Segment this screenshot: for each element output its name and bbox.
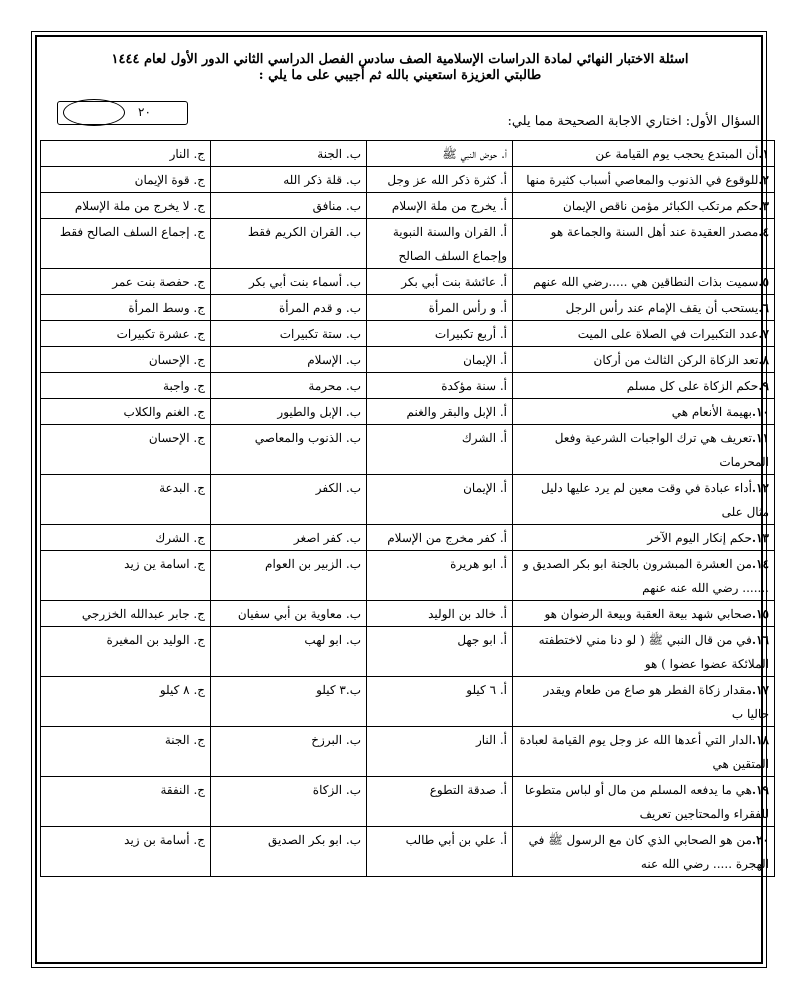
option-b[interactable]: ب. قلة ذكر الله <box>211 167 367 193</box>
option-b[interactable]: ب.٣ كيلو <box>211 677 367 727</box>
question-text: أن المبتدع يحجب يوم القيامة عن <box>595 147 759 161</box>
exam-instruction: طالبتي العزيزة استعيني بالله ثم أجيبي على ما يلي : <box>258 68 542 83</box>
option-c[interactable]: ج. النار <box>41 141 211 167</box>
question-text: من هو الصحابي الذي كان مع الرسول ﷺ في الهجرة ..... رضي الله عنه <box>528 833 769 871</box>
option-c[interactable]: ج. واجبة <box>41 373 211 399</box>
question-number: ١٥. <box>751 607 769 621</box>
score-box <box>57 101 188 125</box>
section-title: السؤال الأول: اختاري الاجابة الصحيحة مما يلي: <box>507 114 760 129</box>
option-c[interactable]: ج. الجنة <box>41 727 211 777</box>
question-text: للوقوع في الذنوب والمعاصي أسباب كثيرة منها <box>526 173 759 187</box>
question-text: أداء عبادة في وقت معين لم يرد عليها دليل مثال على <box>541 481 769 519</box>
option-c[interactable]: ج. الإحسان <box>41 425 211 475</box>
option-b[interactable]: ب. ابو لهب <box>211 627 367 677</box>
question-number: ١. <box>758 147 769 161</box>
question-stem <box>513 193 775 219</box>
question-number: ٦. <box>758 301 769 315</box>
question-number: ١٢. <box>751 481 769 495</box>
question-number: ٨. <box>758 353 769 367</box>
question-row <box>41 677 775 727</box>
question-text: سميت بذات النطاقين هي .....رضي الله عنهم <box>533 275 759 289</box>
option-c[interactable]: ج. وسط المرأة <box>41 295 211 321</box>
question-number: ١٨. <box>751 733 769 747</box>
option-a[interactable]: أ. سنة مؤكدة <box>367 373 513 399</box>
question-number: ٢. <box>758 173 769 187</box>
question-text: حكم مرتكب الكبائر مؤمن ناقص الإيمان <box>563 199 759 213</box>
question-stem <box>513 827 775 877</box>
option-c[interactable]: ج. البدعة <box>41 475 211 525</box>
question-row <box>41 777 775 827</box>
option-c[interactable]: ج. قوة الإيمان <box>41 167 211 193</box>
question-text: الدار التي أعدها الله عز وجل يوم القيامة لعبادة المتقين هي <box>519 733 769 771</box>
option-a[interactable]: أ. الشرك <box>367 425 513 475</box>
option-c[interactable]: ج. الغنم والكلاب <box>41 399 211 425</box>
option-b[interactable]: ب. الإسلام <box>211 347 367 373</box>
question-number: ٤. <box>758 225 769 239</box>
option-b[interactable]: ب. الجنة <box>211 141 367 167</box>
question-text: مصدر العقيدة عند أهل السنة والجماعة هو <box>550 225 759 239</box>
question-row <box>41 193 775 219</box>
question-stem <box>513 373 775 399</box>
option-a[interactable]: أ. صدقة التطوع <box>367 777 513 827</box>
question-text: هي ما يدفعه المسلم من مال أو لباس متطوعا للفقراء والمحتاجين تعريف <box>524 783 769 821</box>
option-b[interactable]: ب. ابو بكر الصديق <box>211 827 367 877</box>
question-row <box>41 399 775 425</box>
question-stem <box>513 347 775 373</box>
question-row <box>41 347 775 373</box>
question-number: ١٧. <box>751 683 769 697</box>
option-b[interactable]: ب. ستة تكبيرات <box>211 321 367 347</box>
question-text: تعد الزكاة الركن الثالث من أركان <box>593 353 759 367</box>
question-stem <box>513 321 775 347</box>
question-text: صحابي شهد بيعة العقبة وبيعة الرضوان هو <box>544 607 752 621</box>
question-number: ١١. <box>751 431 769 445</box>
question-row <box>41 295 775 321</box>
question-row <box>41 167 775 193</box>
option-a[interactable]: أ. عائشة بنت أبي بكر <box>367 269 513 295</box>
option-b[interactable]: ب. معاوية بن أبي سفيان <box>211 601 367 627</box>
question-number: ١٣. <box>751 531 769 545</box>
question-stem <box>513 777 775 827</box>
question-row <box>41 141 775 167</box>
option-c[interactable]: ج. أسامة بن زيد <box>41 827 211 877</box>
option-c[interactable]: ج. الوليد بن المغيرة <box>41 627 211 677</box>
question-number: ٢٠. <box>751 833 769 847</box>
question-text: حكم إنكار اليوم الآخر <box>647 531 752 545</box>
question-stem <box>513 601 775 627</box>
question-stem <box>513 727 775 777</box>
question-number: ١٠. <box>751 405 769 419</box>
score-total: ٢٠ <box>138 105 151 119</box>
question-stem <box>513 269 775 295</box>
option-b[interactable]: ب. و قدم المرأة <box>211 295 367 321</box>
question-number: ٣. <box>758 199 769 213</box>
question-row <box>41 425 775 475</box>
question-text: مقدار زكاة الفطر هو صاع من طعام ويقدر حاليا ب <box>543 683 769 721</box>
option-a[interactable]: أ. ابو جهل <box>367 627 513 677</box>
question-row <box>41 827 775 877</box>
question-number: ١٤. <box>751 557 769 571</box>
questions-table <box>40 140 775 877</box>
option-c[interactable]: ج. عشرة تكبيرات <box>41 321 211 347</box>
option-a[interactable]: أ. القران والسنة النبوية وإجماع السلف الصالح <box>367 219 513 269</box>
option-a[interactable]: أ. كثرة ذكر الله عز وجل <box>367 167 513 193</box>
option-a[interactable]: أ. كفر مخرج من الإسلام <box>367 525 513 551</box>
question-text: تعريف هي ترك الواجبات الشرعية وفعل المحرمات <box>554 431 769 469</box>
option-a[interactable]: أ. النار <box>367 727 513 777</box>
question-number: ١٦. <box>751 633 769 647</box>
option-a[interactable]: أ. أربع تكبيرات <box>367 321 513 347</box>
question-stem <box>513 525 775 551</box>
option-c[interactable]: ج. لا يخرج من ملة الإسلام <box>41 193 211 219</box>
question-text: بهيمة الأنعام هي <box>671 405 752 419</box>
option-a[interactable]: أ. الإيمان <box>367 475 513 525</box>
question-row <box>41 551 775 601</box>
option-c[interactable]: ج. إجماع السلف الصالح فقط <box>41 219 211 269</box>
question-row <box>41 727 775 777</box>
option-a[interactable]: أ. ابو هريرة <box>367 551 513 601</box>
question-stem <box>513 677 775 727</box>
question-row <box>41 475 775 525</box>
option-b[interactable]: ب. الزكاة <box>211 777 367 827</box>
option-c[interactable]: ج. جابر عبدالله الخزرجي <box>41 601 211 627</box>
option-b[interactable]: ب. الكفر <box>211 475 367 525</box>
question-row <box>41 373 775 399</box>
question-row <box>41 321 775 347</box>
question-row <box>41 525 775 551</box>
question-stem <box>513 295 775 321</box>
option-a[interactable]: أ. و رأس المرأة <box>367 295 513 321</box>
option-a[interactable]: أ. الإيمان <box>367 347 513 373</box>
option-c[interactable]: ج. اسامة ين زيد <box>41 551 211 601</box>
option-b[interactable]: ب. الإبل والطيور <box>211 399 367 425</box>
question-stem <box>513 551 775 601</box>
question-stem <box>513 425 775 475</box>
question-row <box>41 269 775 295</box>
option-c[interactable]: ج. النفقة <box>41 777 211 827</box>
option-b[interactable]: ب. محرمة <box>211 373 367 399</box>
option-a[interactable]: أ. ٦ كيلو <box>367 677 513 727</box>
question-row <box>41 627 775 677</box>
question-number: ٥. <box>758 275 769 289</box>
question-text: حكم الزكاة على كل مسلم <box>626 379 759 393</box>
option-c[interactable]: ج. حفصة بنت عمر <box>41 269 211 295</box>
question-stem <box>513 475 775 525</box>
option-a[interactable]: أ. حوض النبي ﷺ <box>367 141 513 167</box>
option-b[interactable]: ب. الزبير بن العوام <box>211 551 367 601</box>
question-stem <box>513 141 775 167</box>
option-c[interactable]: ج. الشرك <box>41 525 211 551</box>
option-c[interactable]: ج. الإحسان <box>41 347 211 373</box>
option-a[interactable]: أ. الإبل والبقر والغنم <box>367 399 513 425</box>
option-b[interactable]: ب. منافق <box>211 193 367 219</box>
option-c[interactable]: ج. ٨ كيلو <box>41 677 211 727</box>
option-b[interactable]: ب. القران الكريم فقط <box>211 219 367 269</box>
question-row <box>41 219 775 269</box>
exam-header <box>60 52 740 84</box>
option-a[interactable]: أ. خالد بن الوليد <box>367 601 513 627</box>
score-oval <box>63 99 125 126</box>
option-b[interactable]: ب. أسماء بنت أبي بكر <box>211 269 367 295</box>
question-number: ١٩. <box>751 783 769 797</box>
question-stem <box>513 167 775 193</box>
question-number: ٩. <box>758 379 769 393</box>
question-stem <box>513 219 775 269</box>
option-b[interactable]: ب. كفر اصغر <box>211 525 367 551</box>
option-b[interactable]: ب. الذنوب والمعاصي <box>211 425 367 475</box>
question-text: عدد التكبيرات في الصلاة على الميت <box>577 327 759 341</box>
question-stem <box>513 627 775 677</box>
exam-title: اسئلة الاختبار النهائي لمادة الدراسات الإسلامية الصف سادس الفصل الدراسي الثاني الدور الأول لعام ١٤٤٤ <box>111 52 689 67</box>
option-a[interactable]: أ. علي بن أبي طالب <box>367 827 513 877</box>
question-stem <box>513 399 775 425</box>
question-text: في من قال النبي ﷺ ( لو دنا مني لاختطفته الملائكة عضوا عضوا ) هو <box>538 633 769 671</box>
question-text: يستحب أن يقف الإمام عند رأس الرجل <box>565 301 759 315</box>
option-b[interactable]: ب. البرزخ <box>211 727 367 777</box>
option-a[interactable]: أ. يخرج من ملة الإسلام <box>367 193 513 219</box>
question-number: ٧. <box>758 327 769 341</box>
question-text: من العشرة المبشرون بالجنة ابو بكر الصديق و ....... رضي الله عنه عنهم <box>523 557 769 595</box>
question-row <box>41 601 775 627</box>
